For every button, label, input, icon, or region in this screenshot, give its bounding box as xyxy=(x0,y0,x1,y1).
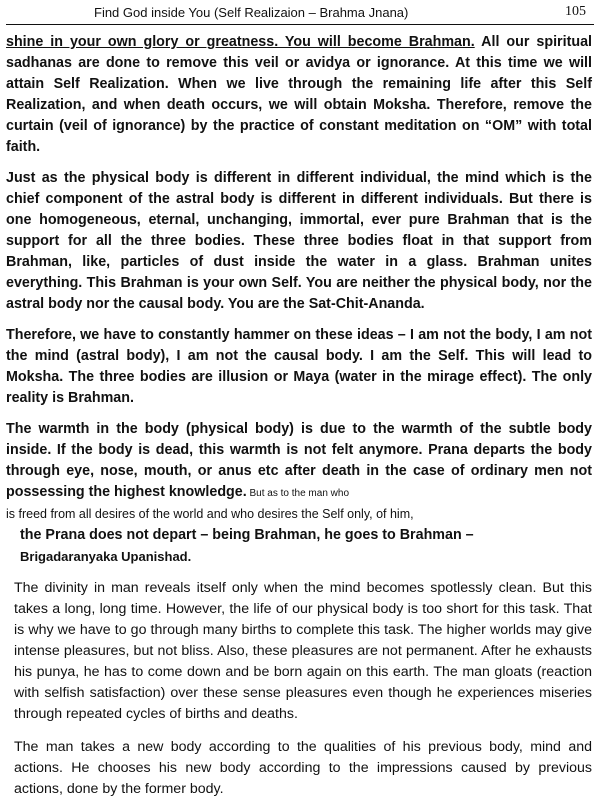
paragraph-4-line-2: is freed from all desires of the world and who desires the Self only, of him, xyxy=(6,507,414,521)
paragraph-4-line-3: the Prana does not depart – being Brahman, he goes to Brahman – xyxy=(20,527,474,543)
paragraph-5: The divinity in man reveals itself only when the mind becomes spotlessly clean. But this takes a long, long time. However, the life of our physical body is too short for this task. That is why we have to go through many births to complete this task. The higher worlds may give intense pleasures, but not bliss. Also, these pleasures are not permanent. After he exhausts his punya, he has to come down and be born again on this earth. The man gloats (reaction with selfish satisfaction) over these sense pleasures even though he experiences miseries through repeated cycles of births and deaths. xyxy=(14,580,592,722)
paragraph-3: Therefore, we have to constantly hammer on these ideas – I am not the body, I am not the mind (astral body), I am not the causal body. I am the Self. This will lead to Moksha. The three bodies are illusion or Maya (water in the mirage effect). The only reality is Brahman. xyxy=(6,327,592,406)
page-body xyxy=(6,32,592,800)
paragraph-4 xyxy=(6,419,592,567)
paragraph-4-line-4: Brigadaranyaka Upanishad. xyxy=(20,549,192,564)
paragraph-4-small: But as to the man who xyxy=(246,488,349,499)
page-header xyxy=(6,0,594,25)
paragraph-4-main-text: The warmth in the body (physical body) is due to the warmth of the subtle body inside. If the body is dead, this warmth is not felt anymore. Prana departs the body through eye, nose, mouth, or anus etc after death in the case of ordinary men not possessing the highest knowledge. xyxy=(6,421,592,500)
paragraph-1-rest: All our spiritual sadhanas are done to remove this veil or avidya or ignorance. At this time we will attain Self Realization. When we live through the remaining life after this Self Realization, and when death occurs, we will obtain Moksha. Therefore, remove the curtain (veil of ignorance) by the practice of constant meditation on “OM” with total faith. xyxy=(6,34,592,155)
paragraph-1 xyxy=(6,32,592,158)
running-title: Find God inside You (Self Realizaion – Brahma Jnana) xyxy=(94,5,409,20)
paragraph-2: Just as the physical body is different in different individual, the mind which is the chief component of the astral body is different in different individuals. But there is one homogeneous, eternal, unchanging, immortal, ever pure Brahman that is the support for all the three bodies. These three bodies float in that support from Brahman, like, particles of dust inside the water in a glass. Brahman unites everything. This Brahman is your own Self. You are neither the physical body, nor the astral body nor the causal body. You are the Sat-Chit-Ananda. xyxy=(6,170,592,312)
paragraph-1-underlined: shine in your own glory or greatness. You will become Brahman. xyxy=(6,34,475,50)
page-number: 105 xyxy=(565,4,586,19)
paragraph-4-main xyxy=(6,419,592,504)
paragraph-6: The man takes a new body according to the qualities of his previous body, mind and actions. He chooses his new body according to the impressions caused by previous actions, done by the former body. xyxy=(14,739,592,797)
